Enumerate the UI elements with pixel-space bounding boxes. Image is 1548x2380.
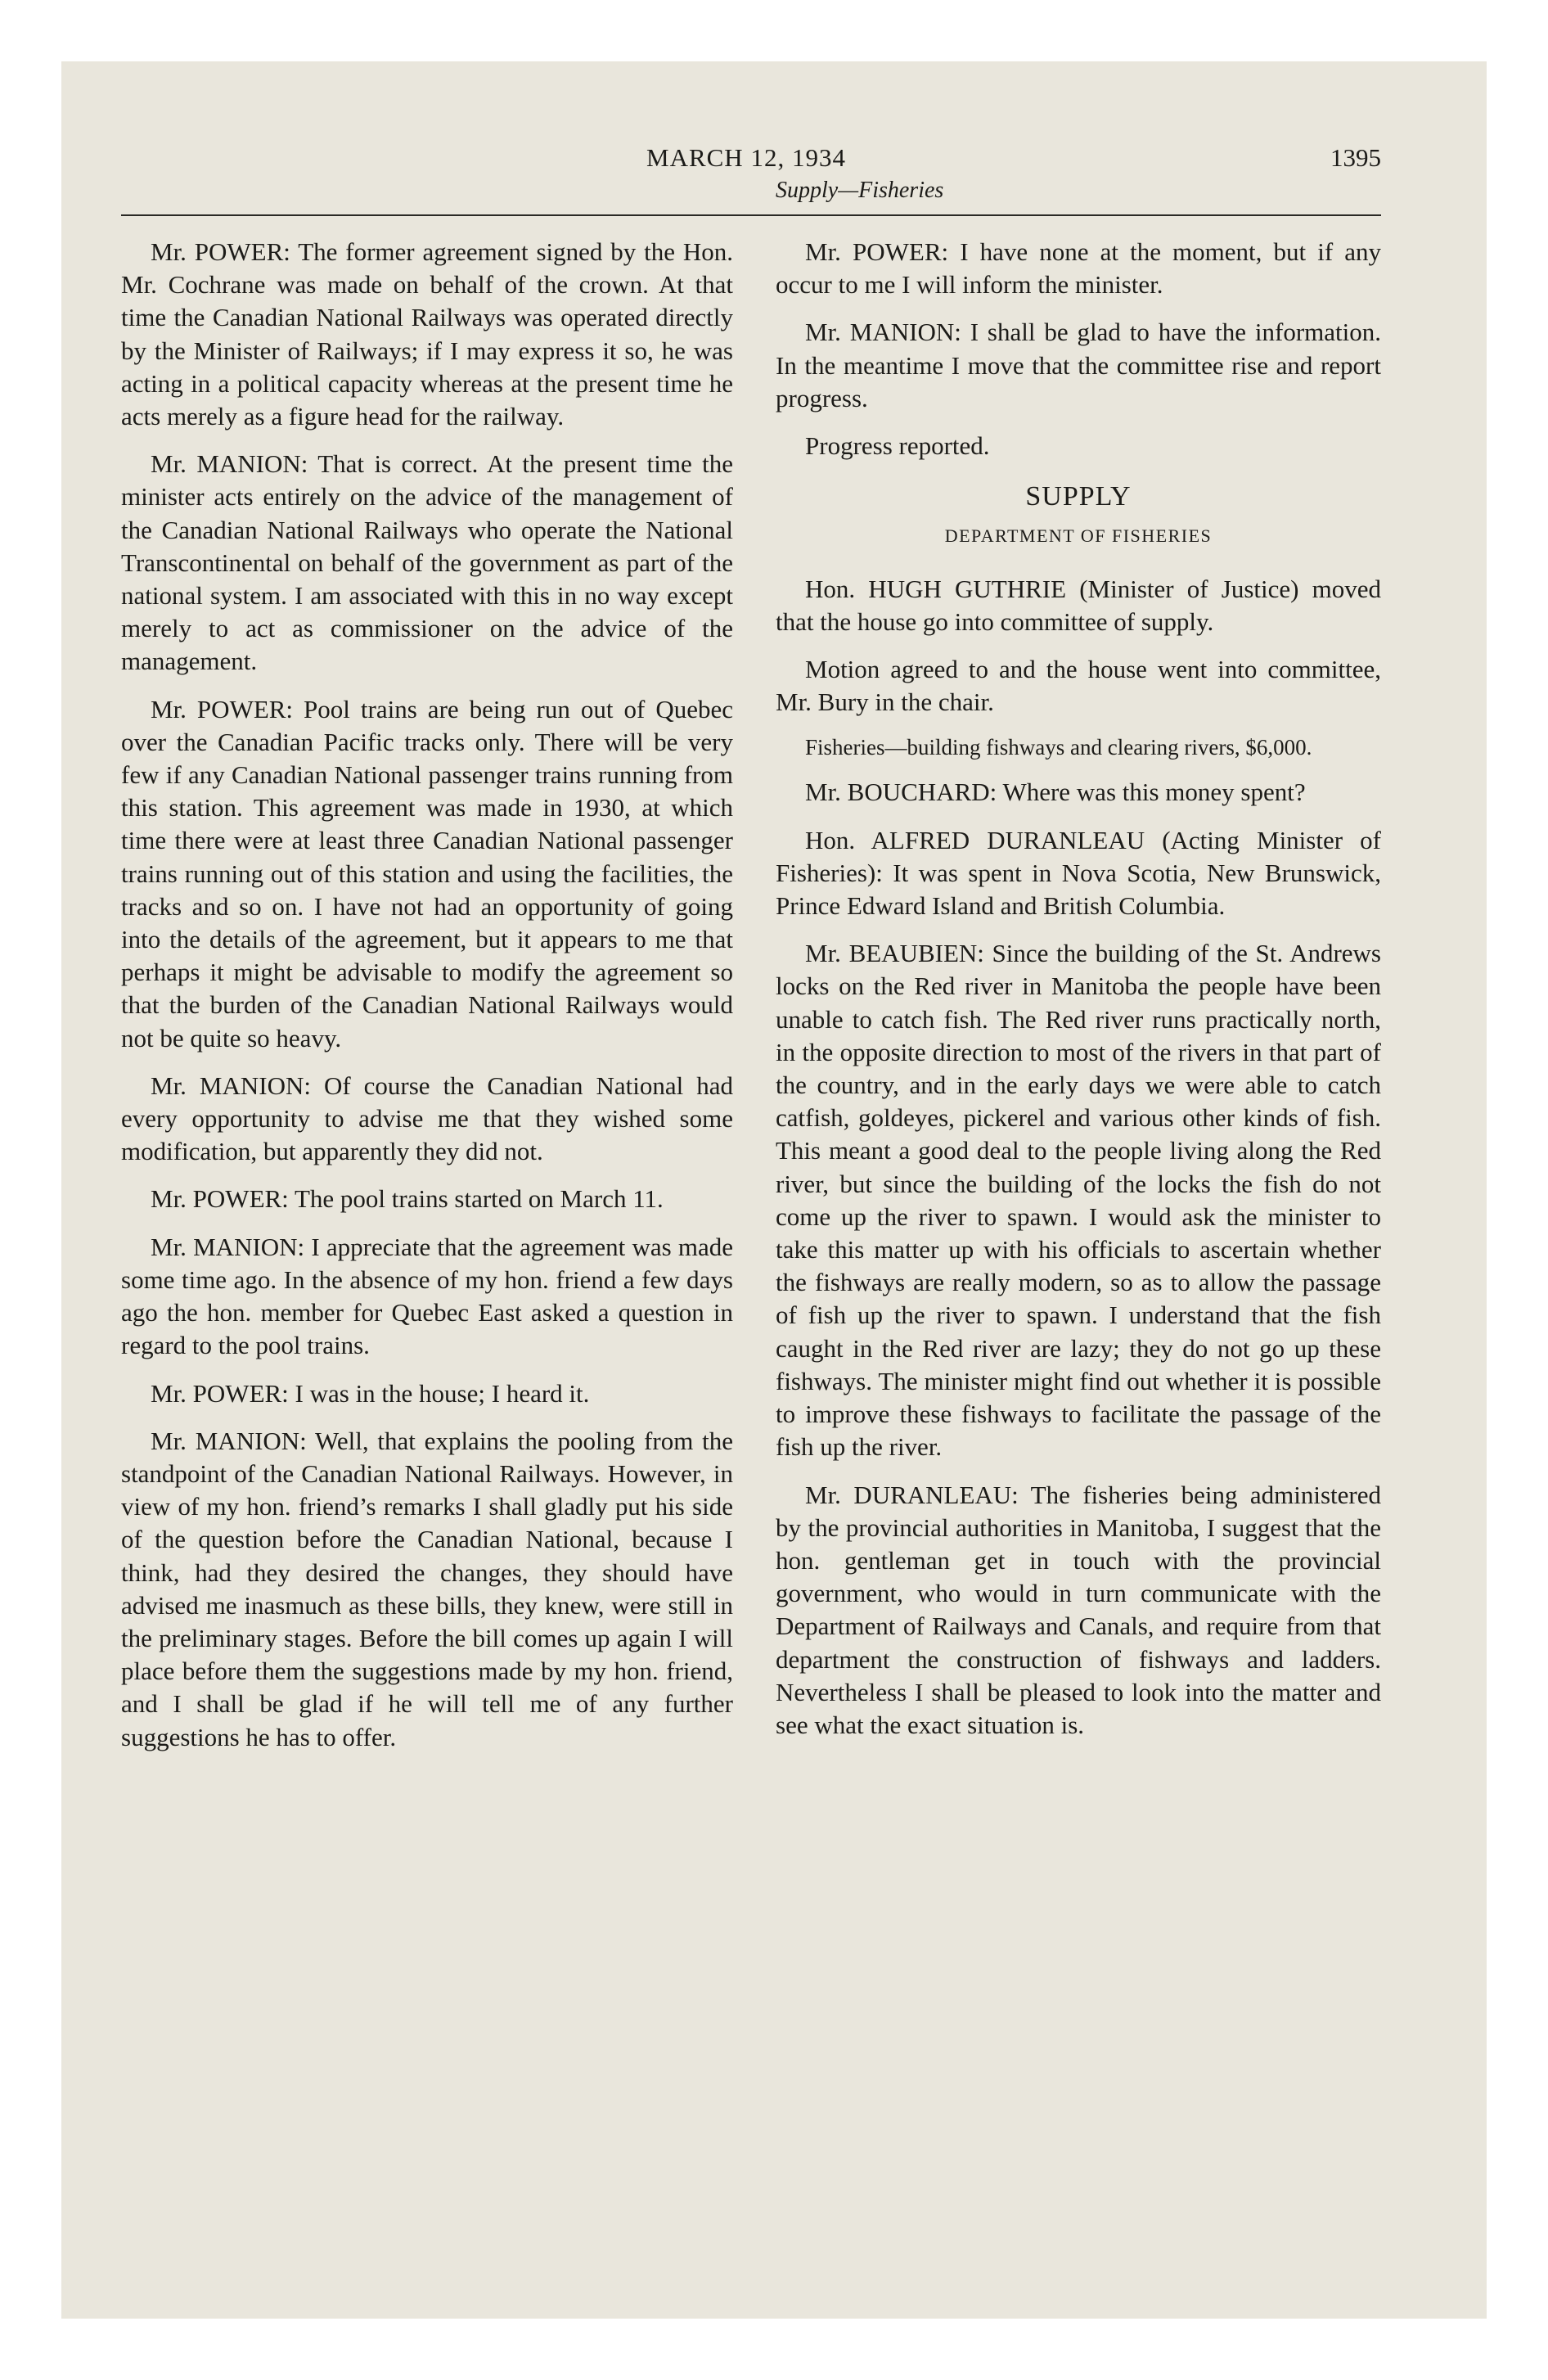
paragraph: Mr. POWER: Pool trains are being run out of Quebec over the Canadian Pacific tracks only. There will be very few if any Canadian National passenger trains running from this station. This agreement was made in 1930, at which time there were at least three Canadian National passenger trains running out of this station and using the facilities, the tracks and so on. I have not had an opportunity of going into the details of the agreement, but it appears to me that perhaps it might be advisable to modify the agreement so that the burden of the Canadian National Railways would not be quite so heavy. [121, 694, 733, 1053]
paragraph: Progress reported. [805, 431, 990, 461]
header-rule [121, 214, 1381, 216]
page-number: 1395 [1330, 143, 1381, 172]
paragraph: Mr. MANION: I appreciate that the agreement was made some time ago. In the absence of my hon. friend a few days ago the hon. member for Quebec East asked a question in regard to the pool trains. [121, 1232, 733, 1360]
paragraph: Mr. BOUCHARD: Where was this money spent? [805, 778, 1306, 807]
paragraph: Mr. POWER: I was in the house; I heard it. [151, 1378, 590, 1408]
right-column [776, 236, 1381, 1756]
paragraph: Mr. DURANLEAU: The fisheries being administered by the provincial authorities in Manitoba, I suggest that the hon. gentleman get in touch with the provincial government, who would in turn communicate with the Department of Railways and Canals, and require from that department the construction of fishways and ladders. Nevertheless I shall be pleased to look into the matter and see what the exact situation is. [776, 1480, 1381, 1739]
paragraph: Mr. MANION: I shall be glad to have the information. In the meantime I move that the committee rise and report progress. [776, 318, 1381, 412]
paragraph: Mr. MANION: That is correct. At the present time the minister acts entirely on the advice of the management of the Canadian National Railways who operate the National Transcontinental on behalf of the government as part of the national system. I am associated with this in no way except merely to act as commissioner on the advice of the management. [121, 449, 733, 676]
left-column [121, 236, 733, 1769]
paragraph: Motion agreed to and the house went into committee, Mr. Bury in the chair. [776, 655, 1381, 717]
header-date: MARCH 12, 1934 [646, 143, 846, 172]
paragraph: Mr. POWER: The former agreement signed by the Hon. Mr. Cochrane was made on behalf of the crown. At that time the Canadian National Railways was operated directly by the Minister of Railways; if I may express it so, he was acting in a political capacity whereas at the present time he acts merely as a figure head for the railway. [121, 237, 733, 431]
paragraph: Mr. POWER: I have none at the moment, but if any occur to me I will inform the minister. [776, 237, 1381, 300]
paragraph: Hon. HUGH GUTHRIE (Minister of Justice) moved that the house go into committee of supply. [776, 574, 1381, 636]
paragraph: Mr. MANION: Of course the Canadian National had every opportunity to advise me that they wished some modification, but apparently they did not. [121, 1071, 733, 1166]
section-subheading: DEPARTMENT OF FISHERIES [944, 525, 1213, 547]
section-title: Supply—Fisheries [776, 178, 944, 203]
paragraph: Hon. ALFRED DURANLEAU (Acting Minister of Fisheries): It was spent in Nova Scotia, New Brunswick, Prince Edward Island and British Columbia. [776, 825, 1381, 921]
paragraph: Mr. MANION: Well, that explains the pooling from the standpoint of the Canadian National Railways. However, in view of my hon. friend’s remarks I shall gladly put his side of the question before the Canadian National, because I think, had they desired the changes, they should have advised me inasmuch as these bills, they knew, were still in the preliminary stages. Before the bill comes up again I will place before them the suggestions made by my hon. friend, and I shall be glad if he will tell me of any further suggestions he has to offer. [121, 1426, 733, 1751]
page-header [121, 143, 1381, 209]
supply-vote-item: Fisheries—building fishways and clearing rivers, $6,000. [805, 735, 1312, 760]
paragraph: Mr. POWER: The pool trains started on March 11. [151, 1184, 664, 1214]
section-heading: SUPPLY [1025, 481, 1132, 512]
paragraph: Mr. BEAUBIEN: Since the building of the St. Andrews locks on the Red river in Manitoba the people have been unable to catch fish. The Red river runs practically north, in the opposite direction to most of the rivers in that part of the country, and in the early days we were able to catch catfish, goldeyes, pickerel and various other kinds of fish. This meant a good deal to the people living along the Red river, but since the building of the locks the fish do not come up the river to spawn. I would ask the minister to take this matter up with his officials to ascertain whether the fishways are really modern, so as to allow the passage of fish up the river to spawn. I understand that the fish caught in the Red river are lazy; they do not go up these fishways. The minister might find out whether it is possible to improve these fishways to facilitate the passage of the fish up the river. [776, 939, 1381, 1462]
